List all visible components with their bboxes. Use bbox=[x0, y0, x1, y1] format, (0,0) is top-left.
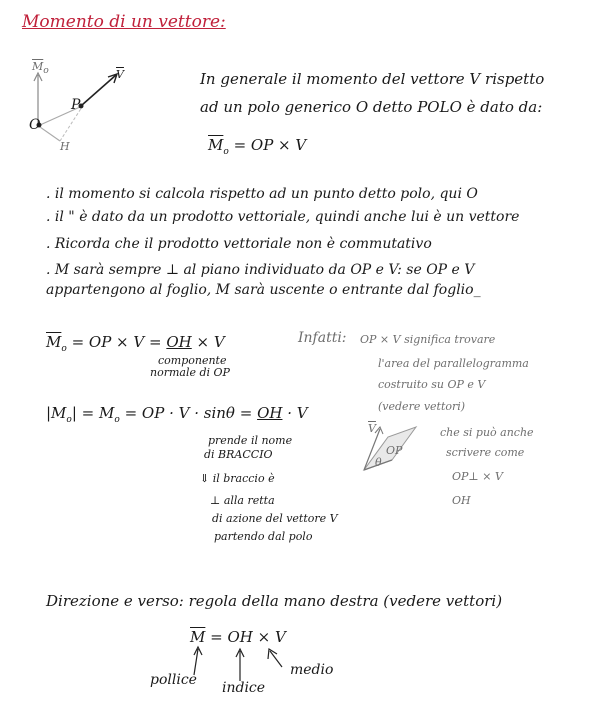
bullet-5: appartengono al foglio, M sarà uscente o entrante dal foglio_ bbox=[46, 282, 481, 298]
oh-line bbox=[40, 127, 60, 141]
label-medio: medio bbox=[290, 662, 334, 678]
equation-1: $\overline{M}_o$ = OP × V = OH × V bbox=[46, 333, 225, 354]
diagram-label-p: P bbox=[71, 97, 81, 113]
direzione-verso: Direzione e verso: regola della mano destra (vedere vettori) bbox=[46, 592, 503, 610]
intro-line-2: ad un polo generico O detto POLO è dato da: bbox=[200, 98, 543, 116]
parallelogram-label-op: OP bbox=[386, 444, 403, 457]
eq1-note-line-2: normale di OP bbox=[150, 366, 230, 379]
infatti-line-1: OP × V significa trovare bbox=[360, 333, 496, 346]
side-note-line-4: OH bbox=[452, 494, 471, 507]
parallelogram-label-theta: θ bbox=[375, 456, 382, 469]
diagram-label-o: O bbox=[29, 117, 41, 133]
bullet-4: . M sarà sempre ⊥ al piano individuato da OP e V: se OP e V bbox=[46, 262, 475, 278]
side-note-line-1: che si può anche bbox=[440, 426, 534, 439]
final-formula: $\overline{M}$ = OH × V bbox=[190, 628, 286, 646]
diagram-label-m: $\overline{M}_o$ bbox=[32, 60, 49, 77]
infatti-line-3: costruito su OP e V bbox=[378, 378, 486, 391]
page-title: Momento di un vettore: bbox=[22, 12, 226, 32]
braccio-line-1: ⇓ il braccio è bbox=[200, 472, 275, 485]
braccio-line-2: ⊥ alla retta bbox=[210, 494, 275, 507]
equation-2: $|M_o| = M_o$ = OP · V · sinθ = OH · V bbox=[46, 404, 308, 425]
label-indice: indice bbox=[222, 680, 266, 696]
diagram-label-v: $\overline{V}$ bbox=[116, 68, 124, 81]
label-pollice: pollice bbox=[150, 672, 197, 688]
bullet-1: . il momento si calcola rispetto ad un punto detto polo, qui O bbox=[46, 186, 478, 202]
bullet-3: . Ricorda che il prodotto vettoriale non è commutativo bbox=[46, 236, 432, 252]
diagram-label-h: H bbox=[60, 140, 70, 153]
braccio-line-4: partendo dal polo bbox=[214, 530, 313, 543]
v-vector-line bbox=[82, 75, 116, 105]
bullet-2: . il " è dato da un prodotto vettoriale, quindi anche lui è un vettore bbox=[46, 209, 520, 225]
side-note-line-2: scrivere come bbox=[446, 446, 525, 459]
finger-arrows bbox=[170, 645, 370, 695]
intro-line-1: In generale il momento del vettore V rispetto bbox=[200, 70, 545, 88]
side-note-line-3: OP⊥ × V bbox=[452, 470, 503, 483]
intro-formula: $\overline{M}_o$ = OP × V bbox=[208, 136, 307, 157]
braccio-line-3: di azione del vettore V bbox=[212, 512, 338, 525]
infatti-line-4: (vedere vettori) bbox=[378, 400, 466, 413]
eq2-note-line-2: di BRACCIO bbox=[204, 448, 273, 461]
infatti-label: Infatti: bbox=[298, 330, 347, 346]
infatti-line-2: l'area del parallelogramma bbox=[378, 357, 529, 370]
eq2-note-line-1: prende il nome bbox=[208, 434, 293, 447]
parallelogram-label-v: $\overline{V}$ bbox=[368, 422, 376, 435]
eq1-note-line-1: componente bbox=[158, 354, 227, 367]
